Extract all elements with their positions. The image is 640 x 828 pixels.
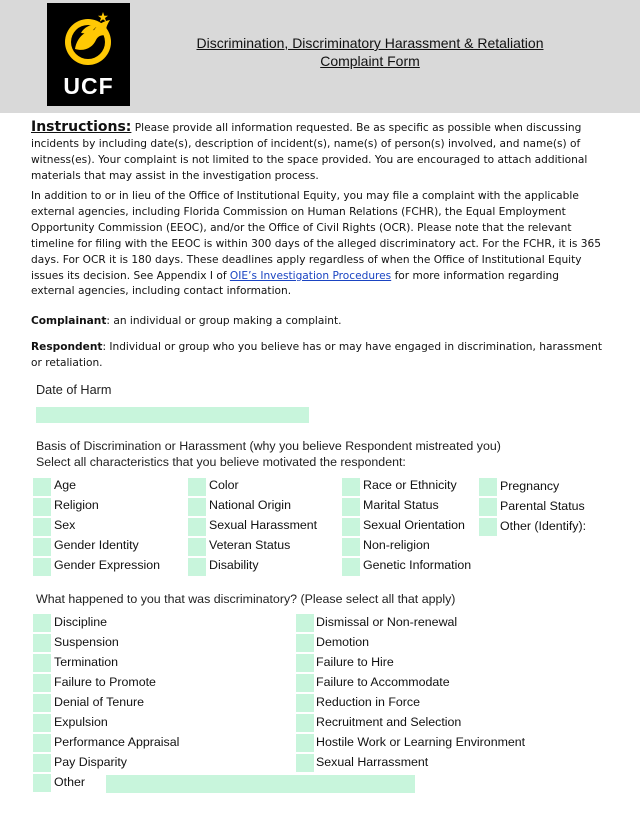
happened-checkbox-suspension[interactable] <box>33 634 51 652</box>
instructions-label: Instructions: <box>31 119 132 135</box>
happened-label-hostile-environment: Hostile Work or Learning Environment <box>316 735 526 749</box>
basis-checkbox-national-origin[interactable] <box>188 498 206 516</box>
basis-checkbox-color[interactable] <box>188 478 206 496</box>
basis-checkbox-religion[interactable] <box>33 498 51 516</box>
happened-checkbox-reduction-in-force[interactable] <box>296 694 314 712</box>
happened-checkbox-dismissal[interactable] <box>296 614 314 632</box>
happened-checkbox-sexual-harrassment[interactable] <box>296 754 314 772</box>
basis-checkbox-gender-expression[interactable] <box>33 558 51 576</box>
investigation-procedures-link[interactable]: OIE’s Investigation Procedures <box>229 269 392 282</box>
happened-checkbox-hostile-environment[interactable] <box>296 734 314 752</box>
happened-label-expulsion: Expulsion <box>54 715 108 729</box>
happened-checkbox-expulsion[interactable] <box>33 714 51 732</box>
happened-label-recruitment: Recruitment and Selection <box>316 715 462 729</box>
basis-heading: Basis of Discrimination or Harassment (why you believe Respondent mistreated you) <box>36 439 501 453</box>
happened-checkbox-failure-to-accommodate[interactable] <box>296 674 314 692</box>
basis-label-color: Color <box>209 478 239 492</box>
happened-label-failure-to-promote: Failure to Promote <box>54 675 156 689</box>
instructions-text: Please provide all information requested. Be as specific as possible when discussing incidents by including date(s), description of incident(s), name(s) of person(s) involved, and name(s) of witness(es). Your complaint is not limited to the space provided. You are encouraged to attach additional materials that may assist in the investigation process. <box>31 122 588 182</box>
basis-label-sexual-orientation: Sexual Orientation <box>363 518 465 532</box>
happened-checkbox-performance-appraisal[interactable] <box>33 734 51 752</box>
basis-label-national-origin: National Origin <box>209 498 291 512</box>
basis-checkbox-gender-identity[interactable] <box>33 538 51 556</box>
happened-label-failure-to-hire: Failure to Hire <box>316 655 394 669</box>
basis-checkbox-sexual-orientation[interactable] <box>342 518 360 536</box>
happened-checkbox-pay-disparity[interactable] <box>33 754 51 772</box>
basis-label-non-religion: Non-religion <box>363 538 430 552</box>
happened-label-performance-appraisal: Performance Appraisal <box>54 735 180 749</box>
form-header <box>0 0 640 113</box>
happened-heading: What happened to you that was discriminatory? (Please select all that apply) <box>36 592 456 606</box>
basis-label-genetic-information: Genetic Information <box>363 558 472 572</box>
date-of-harm-input[interactable] <box>36 407 309 423</box>
basis-label-age: Age <box>54 478 77 492</box>
happened-label-denial-of-tenure: Denial of Tenure <box>54 695 145 709</box>
basis-label-sexual-harassment: Sexual Harassment <box>209 518 318 532</box>
happened-checkbox-recruitment[interactable] <box>296 714 314 732</box>
basis-checkbox-veteran-status[interactable] <box>188 538 206 556</box>
basis-checkbox-disability[interactable] <box>188 558 206 576</box>
complainant-def: : an individual or group making a complaint. <box>106 315 342 327</box>
respondent-def: : Individual or group who you believe has or may have engaged in discrimination, harassment or retaliation. <box>31 341 603 369</box>
basis-checkbox-sexual-harassment[interactable] <box>188 518 206 536</box>
complainant-term: Complainant <box>31 315 107 327</box>
agencies-text: In addition to or in lieu of the Office of Institutional Equity, you may file a complaint with the applicable external agencies, including Florida Commission on Human Relations (FCHR), the Equal Employment Opportunity Commission (EEOC), and/or the Office of Civil Rights (OCR). Please note that the relevant timeline for filing with the EEOC is within 300 days of the alleged discriminatory act. For the FCHR, it is 365 days. For OCR it is 180 days. These deadlines apply regardless of when the Office of Institutional Equity issues its decision. See Appendix I of <box>31 190 602 282</box>
happened-label-discipline: Discipline <box>54 615 108 629</box>
basis-label-disability: Disability <box>209 558 259 572</box>
happened-label-dismissal: Dismissal or Non-renewal <box>316 615 458 629</box>
instructions-paragraph <box>31 120 603 185</box>
title-line-2: Complaint Form <box>320 53 420 69</box>
basis-label-marital-status: Marital Status <box>363 498 439 512</box>
basis-label-pregnancy: Pregnancy <box>500 479 560 493</box>
title-line-1: Discrimination, Discriminatory Harassment & Retaliation <box>196 35 544 51</box>
happened-checkbox-termination[interactable] <box>33 654 51 672</box>
happened-checkbox-other[interactable] <box>33 774 51 792</box>
happened-checkbox-discipline[interactable] <box>33 614 51 632</box>
respondent-term: Respondent <box>31 341 103 353</box>
date-of-harm-label: Date of Harm <box>36 383 112 397</box>
respondent-definition <box>31 340 603 372</box>
happened-label-reduction-in-force: Reduction in Force <box>316 695 420 709</box>
happened-label-demotion: Demotion <box>316 635 370 649</box>
basis-checkbox-genetic-information[interactable] <box>342 558 360 576</box>
basis-checkbox-other[interactable] <box>479 518 497 536</box>
basis-label-veteran-status: Veteran Status <box>209 538 291 552</box>
basis-checkbox-age[interactable] <box>33 478 51 496</box>
basis-label-gender-identity: Gender Identity <box>54 538 139 552</box>
happened-label-termination: Termination <box>54 655 119 669</box>
basis-label-other: Other (Identify): <box>500 519 587 533</box>
basis-checkbox-parental-status[interactable] <box>479 498 497 516</box>
pegasus-icon <box>47 3 130 73</box>
form-title <box>150 34 590 70</box>
complainant-definition <box>31 314 603 330</box>
ucf-logo <box>47 3 130 106</box>
basis-subheading: Select all characteristics that you believe motivated the respondent: <box>36 455 406 469</box>
basis-label-parental-status: Parental Status <box>500 499 585 513</box>
happened-label-sexual-harrassment: Sexual Harrassment <box>316 755 429 769</box>
happened-checkbox-failure-to-hire[interactable] <box>296 654 314 672</box>
basis-label-race: Race or Ethnicity <box>363 478 457 492</box>
basis-checkbox-pregnancy[interactable] <box>479 478 497 496</box>
happened-other-input[interactable] <box>106 775 415 793</box>
happened-label-failure-to-accommodate: Failure to Accommodate <box>316 675 450 689</box>
agencies-text-end: for more information regarding external agencies, including contact information. <box>31 269 559 298</box>
basis-label-religion: Religion <box>54 498 99 512</box>
happened-label-other: Other <box>54 775 85 789</box>
external-agencies-paragraph <box>31 189 603 300</box>
basis-checkbox-race[interactable] <box>342 478 360 496</box>
logo-text: UCF <box>63 73 114 99</box>
happened-checkbox-demotion[interactable] <box>296 634 314 652</box>
basis-label-sex: Sex <box>54 518 76 532</box>
basis-checkbox-non-religion[interactable] <box>342 538 360 556</box>
basis-checkbox-sex[interactable] <box>33 518 51 536</box>
happened-label-pay-disparity: Pay Disparity <box>54 755 127 769</box>
basis-label-gender-expression: Gender Expression <box>54 558 161 572</box>
happened-label-suspension: Suspension <box>54 635 119 649</box>
happened-checkbox-denial-of-tenure[interactable] <box>33 694 51 712</box>
basis-checkbox-marital-status[interactable] <box>342 498 360 516</box>
happened-checkbox-failure-to-promote[interactable] <box>33 674 51 692</box>
